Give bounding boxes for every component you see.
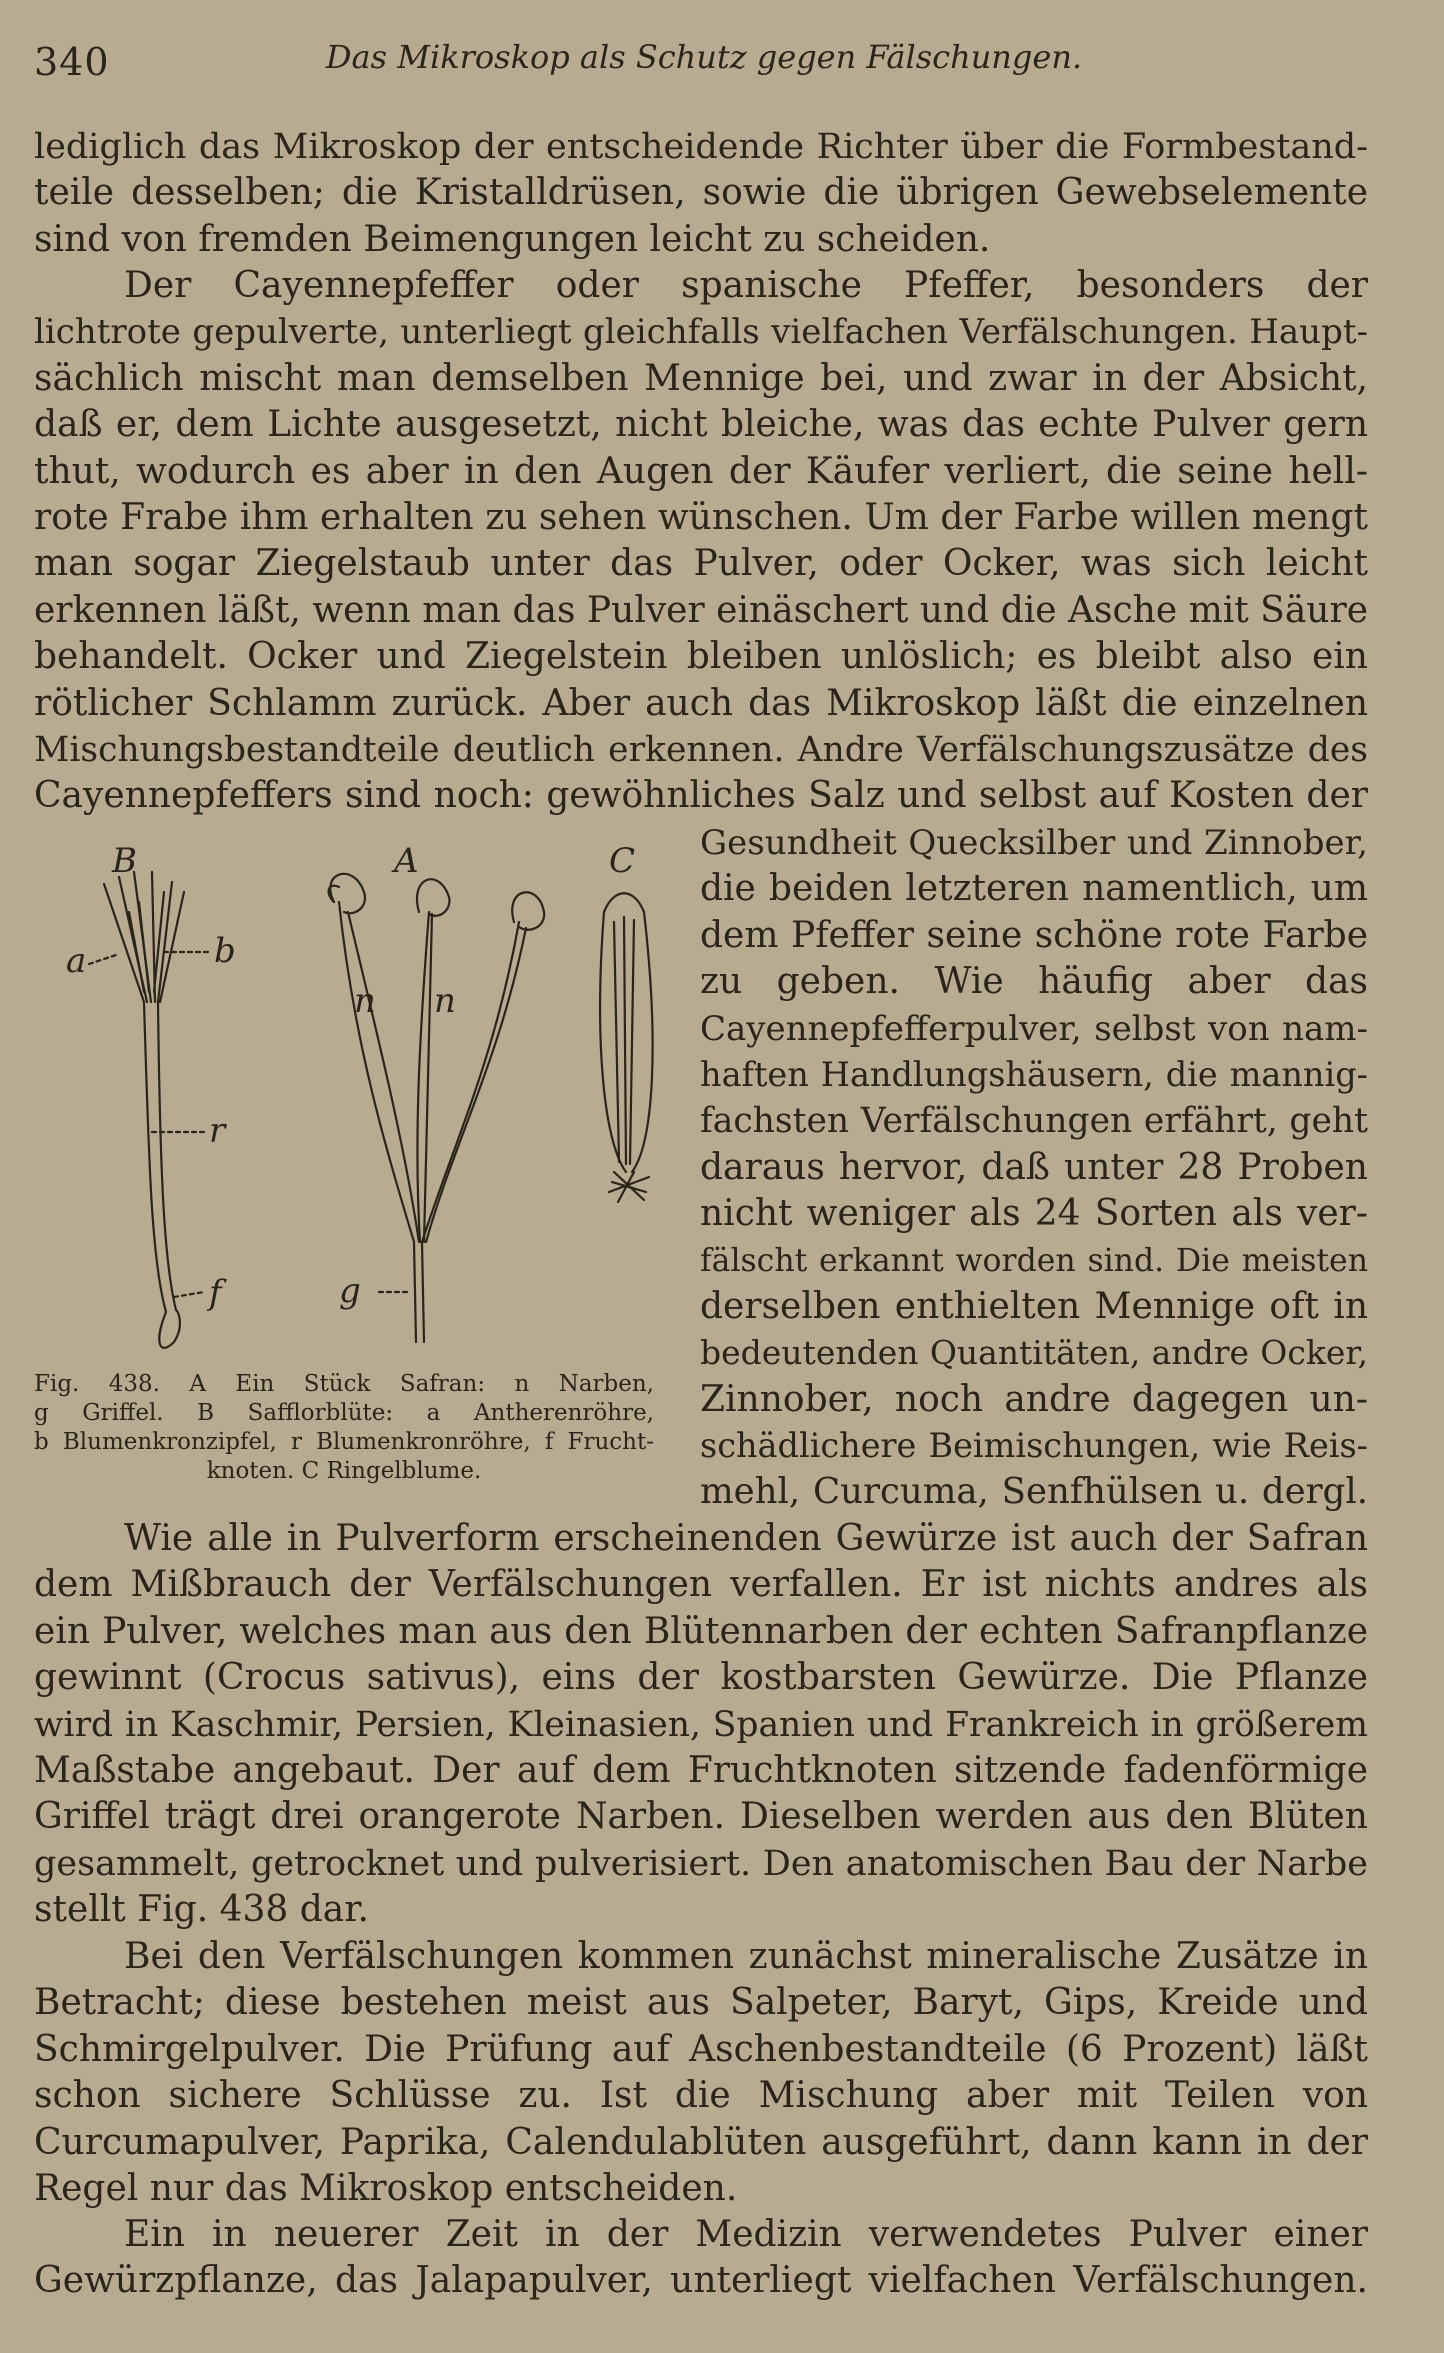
- text-line: haften Handlungshäusern, die mannig-: [700, 1054, 1368, 1094]
- running-title: Das Mikroskop als Schutz gegen Fälschungen.: [325, 38, 1083, 76]
- text-line: wird in Kaschmir, Persien, Kleinasien, Spanien und Frankreich in größerem: [34, 1704, 1368, 1745]
- text-line: Maßstabe angebaut. Der auf dem Fruchtknoten sitzende fadenförmige: [34, 1749, 1368, 1791]
- label-b: b: [214, 931, 236, 971]
- caption-line: Fig. 438. A Ein Stück Safran: n Narben,: [34, 1371, 654, 1397]
- text-line: thut, wodurch es aber in den Augen der Käufer verliert, die seine hell-: [34, 450, 1368, 492]
- text-line: teile desselben; die Kristalldrüsen, sowie die übrigen Gewebselemente: [34, 172, 1368, 214]
- text-line: daraus hervor, daß unter 28 Proben: [700, 1146, 1368, 1188]
- text-line: stellt Fig. 438 dar.: [34, 1889, 369, 1931]
- text-line: mehl, Curcuma, Senfhülsen u. dergl.: [700, 1471, 1368, 1513]
- text-line: rötlicher Schlamm zurück. Aber auch das Mikroskop läßt die einzelnen: [34, 682, 1368, 724]
- text-line: gewinnt (Crocus sativus), eins der kostbarsten Gewürze. Die Pflanze: [34, 1657, 1368, 1699]
- label-C: C: [609, 842, 636, 881]
- figure-438: [34, 842, 674, 1377]
- text-line: Cayennepfeffers sind noch: gewöhnliches Salz und selbst auf Kosten der: [34, 775, 1368, 817]
- botanical-illustration: [34, 842, 674, 1377]
- text-line: sächlich mischt man demselben Mennige bei, und zwar in der Absicht,: [34, 357, 1368, 399]
- text-line: fachsten Verfälschungen erfährt, geht: [700, 1101, 1368, 1142]
- text-line: zu geben. Wie häufig aber das: [700, 961, 1368, 1003]
- text-line: nicht weniger als 24 Sorten als ver-: [700, 1193, 1368, 1235]
- text-line: Betracht; diese bestehen meist aus Salpeter, Baryt, Gips, Kreide und: [34, 1982, 1368, 2024]
- paragraph-2: [34, 263, 1368, 820]
- text-line: Gewürzpflanze, das Jalapapulver, unterliegt vielfachen Verfälschungen.: [34, 2260, 1368, 2302]
- text-line: Ein in neuerer Zeit in der Medizin verwendetes Pulver einer: [124, 2214, 1368, 2255]
- caption-line: b Blumenkronzipfel, r Blumenkronröhre, f Frucht-: [34, 1429, 654, 1455]
- text-line: lediglich das Mikroskop der entscheidende Richter über die Formbestand-: [34, 127, 1368, 167]
- text-line: ein Pulver, welches man aus den Blütennarben der echten Safranpflanze: [34, 1610, 1368, 1652]
- text-line: Schmirgelpulver. Die Prüfung auf Aschenbestandteile (6 Prozent) läßt: [34, 2028, 1368, 2070]
- label-f: f: [209, 1273, 222, 1313]
- text-line: man sogar Ziegelstaub unter das Pulver, oder Ocker, was sich leicht: [34, 543, 1368, 585]
- paragraph-3: [34, 1516, 1368, 1934]
- label-g: g: [339, 1271, 361, 1311]
- label-A: A: [394, 842, 419, 881]
- text-line: lichtrote gepulverte, unterliegt gleichfalls vielfachen Verfälschungen. Haupt-: [34, 312, 1368, 353]
- text-line: Bei den Verfälschungen kommen zunächst mineralische Zusätze in: [124, 1936, 1368, 1977]
- label-n-right: n: [434, 981, 456, 1021]
- figure-caption: [34, 1370, 654, 1486]
- page-number: 340: [34, 40, 110, 84]
- text-line: fälscht erkannt worden sind. Die meisten: [700, 1242, 1368, 1279]
- marigold-floret-drawing: [600, 893, 652, 1202]
- text-line: derselben enthielten Mennige oft in: [700, 1285, 1368, 1327]
- text-line: rote Frabe ihm erhalten zu sehen wünschen. Um der Farbe willen mengt: [34, 496, 1368, 538]
- label-n-left: n: [354, 981, 376, 1021]
- text-line: Griffel trägt drei orangerote Narben. Dieselben werden aus den Blüten: [34, 1796, 1368, 1838]
- safflower-floret-drawing: [104, 872, 184, 1348]
- text-line: schon sichere Schlüsse zu. Ist die Mischung aber mit Teilen von: [34, 2075, 1368, 2117]
- text-line: behandelt. Ocker und Ziegelstein bleiben unlöslich; es bleibt also ein: [34, 636, 1368, 678]
- page-header: [34, 38, 1374, 88]
- text-line: Mischungsbestandteile deutlich erkennen. Andre Verfälschungszusätze des: [34, 729, 1368, 770]
- text-line: dem Pfeffer seine schöne rote Farbe: [700, 914, 1368, 956]
- text-line: schädlichere Beimischungen, wie Reis-: [700, 1426, 1368, 1466]
- paragraph-2-wrap: [700, 820, 1368, 1516]
- text-line: bedeutenden Quantitäten, andre Ocker,: [700, 1333, 1368, 1373]
- caption-line: knoten. C Ringelblume.: [206, 1458, 482, 1484]
- label-r: r: [209, 1111, 226, 1151]
- label-B: B: [112, 842, 137, 881]
- text-line: Der Cayennepfeffer oder spanische Pfeffer, besonders der: [124, 265, 1368, 306]
- text-line: Regel nur das Mikroskop entscheiden.: [34, 2167, 738, 2209]
- text-line: gesammelt, getrocknet und pulverisiert. Den anatomischen Bau der Narbe: [34, 1843, 1368, 1884]
- paragraph-5: [34, 2212, 1368, 2305]
- label-a: a: [66, 941, 87, 981]
- text-line: Zinnober, noch andre dagegen un-: [700, 1378, 1368, 1420]
- text-line: Wie alle in Pulverform erscheinenden Gewürze ist auch der Safran: [124, 1518, 1368, 1559]
- text-line: erkennen läßt, wenn man das Pulver einäschert und die Asche mit Säure: [34, 589, 1368, 631]
- text-line: sind von fremden Beimengungen leicht zu scheiden.: [34, 218, 991, 260]
- caption-line: g Griffel. B Safflorblüte: a Antherenröhre,: [34, 1400, 654, 1426]
- text-line: die beiden letzteren namentlich, um: [700, 868, 1368, 910]
- paragraph-1: [34, 124, 1368, 263]
- text-line: Cayennepfefferpulver, selbst von nam-: [700, 1008, 1368, 1049]
- text-line: daß er, dem Lichte ausgesetzt, nicht bleiche, was das echte Pulver gern: [34, 404, 1368, 446]
- paragraph-4: [34, 1934, 1368, 2212]
- text-line: dem Mißbrauch der Verfälschungen verfallen. Er ist nichts andres als: [34, 1564, 1368, 1606]
- text-line: Curcumapulver, Paprika, Calendulablüten ausgeführt, dann kann in der: [34, 2121, 1368, 2163]
- saffron-stigma-drawing: [329, 874, 545, 1342]
- text-line: Gesundheit Quecksilber und Zinnober,: [700, 823, 1368, 863]
